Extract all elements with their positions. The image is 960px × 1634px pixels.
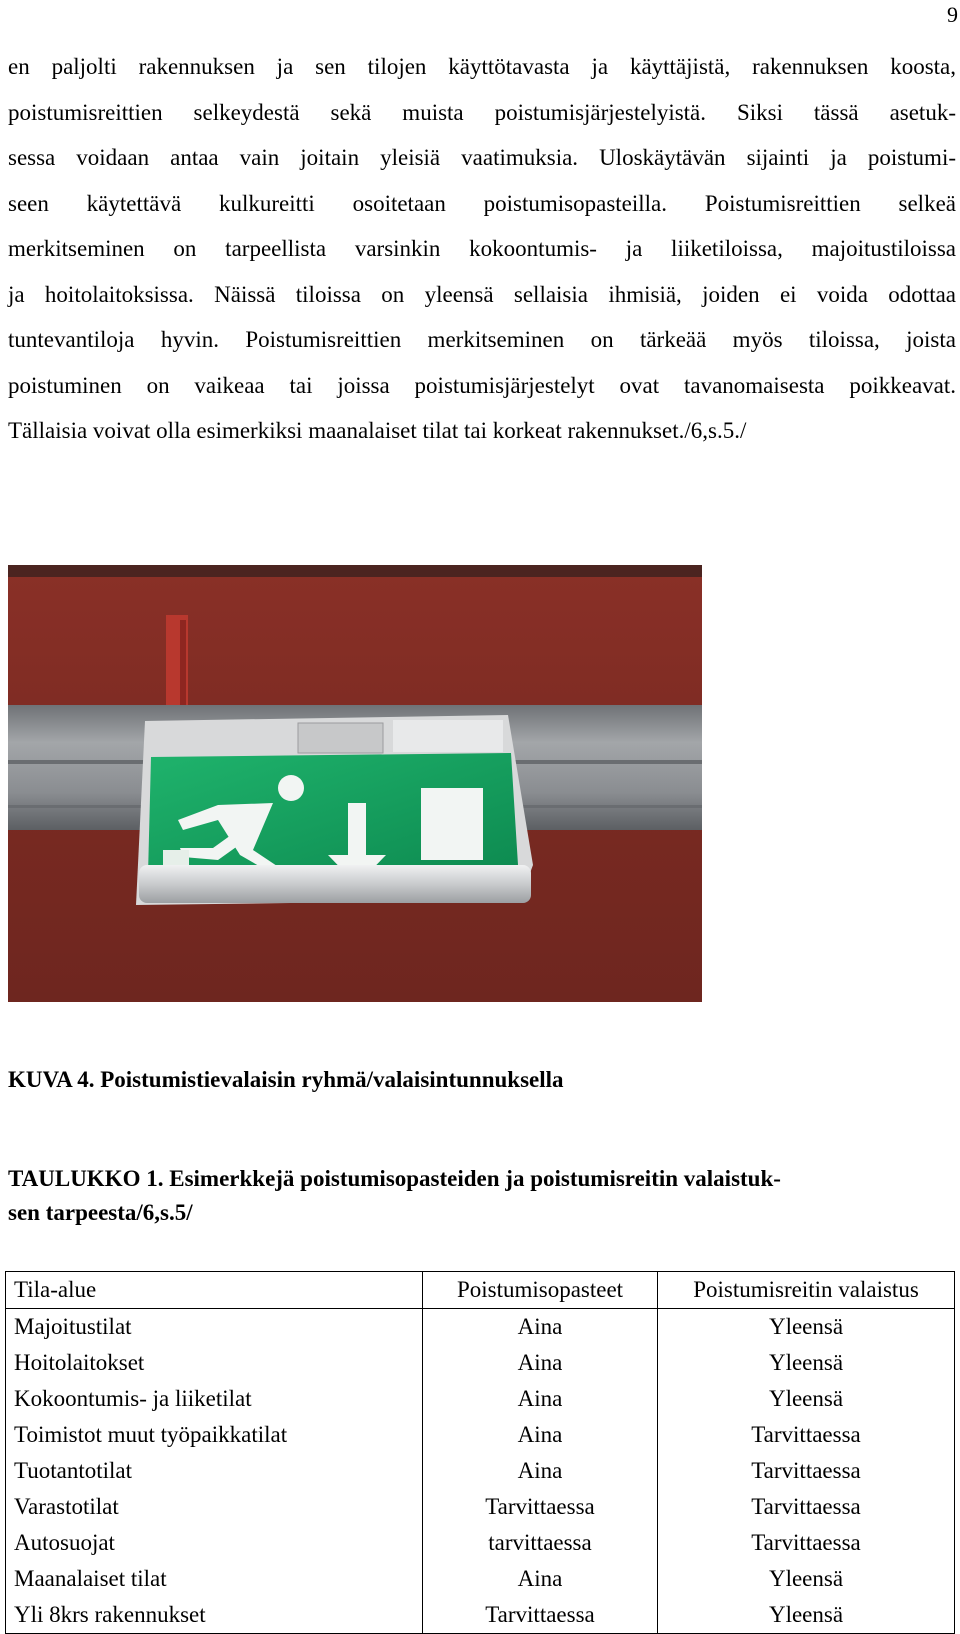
header-lighting: Poistumisreitin valaistus	[658, 1272, 955, 1309]
cell-area: Toimistot muut työpaikkatilat	[6, 1417, 423, 1453]
body-line: tuntevantiloja hyvin. Poistumisreittien merkitseminen on tärkeää myös tiloissa, joista	[8, 327, 956, 352]
cell-signs: Aina	[423, 1309, 658, 1346]
table-row	[6, 1417, 955, 1453]
table-row	[6, 1381, 955, 1417]
page-number: 9	[947, 2, 958, 27]
cell-area: Kokoontumis- ja liiketilat	[6, 1381, 423, 1417]
cell-lighting: Yleensä	[658, 1597, 955, 1634]
evacuation-table	[5, 1271, 955, 1634]
cell-signs: Aina	[423, 1561, 658, 1597]
table-caption	[8, 1162, 938, 1230]
body-line: poistuminen on vaikeaa tai joissa poistumisjärjestelyt ovat tavanomaisesta poikkeavat.	[8, 372, 956, 398]
body-line: Tällaisia voivat olla esimerkiksi maanalaiset tilat tai korkeat rakennukset./6,s.5./	[8, 418, 747, 443]
cell-area: Yli 8krs rakennukset	[6, 1597, 423, 1634]
cell-area: Majoitustilat	[6, 1309, 423, 1346]
ceiling-edge	[8, 565, 702, 577]
table-row	[6, 1561, 955, 1597]
diffuser-bar	[139, 865, 531, 903]
body-line: en paljolti rakennuksen ja sen tilojen käyttötavasta ja käyttäjistä, rakennuksen koosta,	[8, 54, 956, 79]
cell-area: Tuotantotilat	[6, 1453, 423, 1489]
cell-signs: Aina	[423, 1453, 658, 1489]
cell-area: Maanalaiset tilat	[6, 1561, 423, 1597]
header-signs: Poistumisopasteet	[423, 1272, 658, 1309]
cell-signs: tarvittaessa	[423, 1525, 658, 1561]
body-line: merkitseminen on tarpeellista varsinkin kokoontumis- ja liiketiloissa, majoitustiloissa	[8, 236, 956, 261]
cell-lighting: Yleensä	[658, 1561, 955, 1597]
table-row	[6, 1597, 955, 1634]
cell-area: Varastotilat	[6, 1489, 423, 1525]
cell-signs: Aina	[423, 1417, 658, 1453]
cell-lighting: Tarvittaessa	[658, 1489, 955, 1525]
cell-area: Hoitolaitokset	[6, 1345, 423, 1381]
cell-lighting: Yleensä	[658, 1309, 955, 1346]
cell-signs: Aina	[423, 1381, 658, 1417]
cell-lighting: Yleensä	[658, 1381, 955, 1417]
cell-signs: Aina	[423, 1345, 658, 1381]
exit-sign-luminaire	[136, 715, 533, 905]
exit-sign-photo	[8, 565, 702, 1002]
cell-lighting: Tarvittaessa	[658, 1417, 955, 1453]
cell-signs: Tarvittaessa	[423, 1597, 658, 1634]
header-area: Tila-alue	[6, 1272, 423, 1309]
table-caption-line: sen tarpeesta/6,s.5/	[8, 1200, 193, 1225]
body-line: poistumisreittien selkeydestä sekä muista poistumisjärjestelyistä. Siksi tässä asetuk-	[8, 99, 956, 125]
cell-area: Autosuojat	[6, 1525, 423, 1561]
table-row	[6, 1309, 955, 1346]
body-line: seen käytettävä kulkureitti osoitetaan poistumisopasteilla. Poistumisreittien selkeä	[8, 190, 956, 216]
body-paragraph	[8, 44, 956, 454]
cell-lighting: Tarvittaessa	[658, 1525, 955, 1561]
table-caption-line: TAULUKKO 1. Esimerkkejä poistumisopasteiden ja poistumisreitin valaistuk-	[8, 1166, 781, 1191]
cell-signs: Tarvittaessa	[423, 1489, 658, 1525]
body-line: sessa voidaan antaa vain joitain yleisiä vaatimuksia. Uloskäytävän sijainti ja poistumi-	[8, 145, 956, 170]
table-header-row	[6, 1272, 955, 1309]
cell-lighting: Yleensä	[658, 1345, 955, 1381]
body-line: ja hoitolaitoksissa. Näissä tiloissa on yleensä sellaisia ihmisiä, joiden ei voida odottaa	[8, 281, 956, 307]
figure-caption: KUVA 4. Poistumistievalaisin ryhmä/valaisintunnuksella	[8, 1067, 564, 1092]
table-row	[6, 1345, 955, 1381]
door-icon	[421, 788, 483, 860]
cell-lighting: Tarvittaessa	[658, 1453, 955, 1489]
table-row	[6, 1453, 955, 1489]
table-row	[6, 1525, 955, 1561]
table-row	[6, 1489, 955, 1525]
running-man-icon	[278, 775, 304, 801]
